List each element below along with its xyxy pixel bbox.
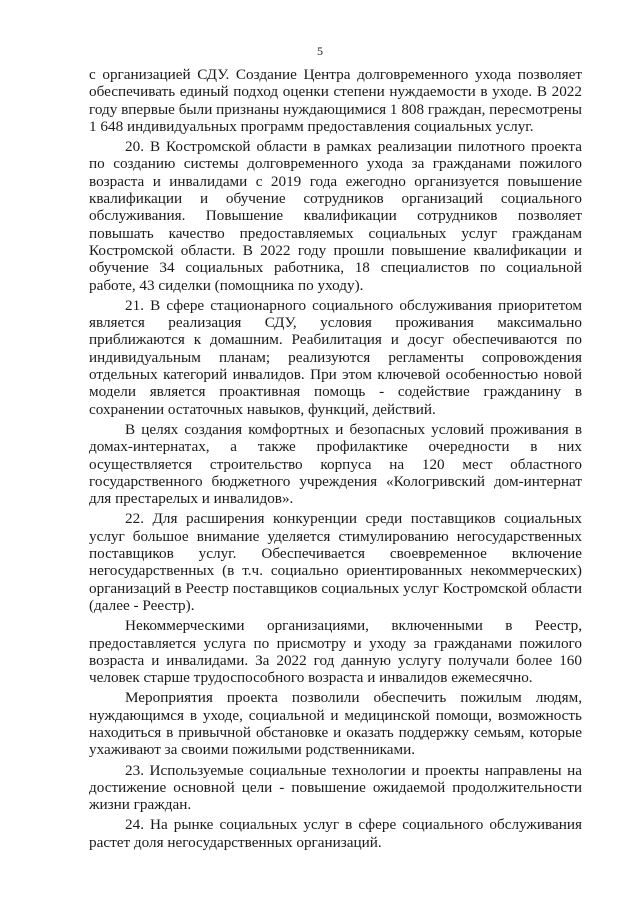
paragraph-21-construction: В целях создания комфортных и безопасных условий проживания в домах-интернатах, а также профилактике очередности в них осуществляется строительство корпуса на 120 мест областного государственного бюджетного учреждения «Кологривский дом-интернат для престарелых и инвалидов». bbox=[89, 420, 582, 508]
document-body bbox=[89, 66, 582, 854]
paragraph-22-nonprofits: Некоммерческими организациями, включенными в Реестр, предоставляется услуга по присмотру и уходу за гражданами пожилого возраста и инвалидами. За 2022 год данную услугу получали более 160 человек старше трудоспособного возраста и инвалидов ежемесячно. bbox=[89, 617, 582, 687]
paragraph-22: 22. Для расширения конкуренции среди поставщиков социальных услуг большое внимание уделяется стимулированию негосударственных поставщиков услуг. Обеспечивается своевременное включение негосударственных (в т.ч. социально ориентированных некоммерческих) организаций в Реестр поставщиков социальных услуг Костромской области (далее - Реестр). bbox=[89, 510, 582, 614]
page-number: 5 bbox=[317, 44, 323, 58]
paragraph-20: 20. В Костромской области в рамках реализации пилотного проекта по созданию системы долговременного ухода за гражданами пожилого возраста и инвалидами с 2019 года ежегодно организуется повышение квалификации и обучение сотрудников организаций социального обслуживания. Повышение квалификации сотрудников позволяет повышать качество предоставляемых социальных услуг гражданам Костромской области. В 2022 году прошли повышение квалификации и обучение 34 социальных работника, 18 специалистов по социальной работе, 43 сиделки (помощника по уходу). bbox=[89, 138, 582, 294]
paragraph-22-project-results: Мероприятия проекта позволили обеспечить пожилым людям, нуждающимся в уходе, социальной и медицинской помощи, возможность находиться в привычной обстановке и оказать поддержку семьям, которые ухаживают за своими пожилыми родственниками. bbox=[89, 689, 582, 759]
paragraph-23: 23. Используемые социальные технологии и проекты направлены на достижение основной цели - повышение ожидаемой продолжительности жизни граждан. bbox=[89, 761, 582, 814]
paragraph-continuation: с организацией СДУ. Создание Центра долговременного ухода позволяет обеспечивать единый подход оценки степени нуждаемости в уходе. В 2022 году впервые были признаны нуждающимися 1 808 граждан, пересмотрены 1 648 индивидуальных программ предоставления социальных услуг. bbox=[89, 66, 582, 135]
paragraph-24: 24. На рынке социальных услуг в сфере социального обслуживания растет доля негосударственных организаций. bbox=[89, 816, 582, 851]
paragraph-21: 21. В сфере стационарного социального обслуживания приоритетом является реализация СДУ, условия проживания максимально приближаются к домашним. Реабилитация и досуг обеспечиваются по индивидуальным планам; реализуются регламенты сопровождения отдельных категорий инвалидов. При этом ключевой особенностью новой модели является проактивная помощь - содействие гражданину в сохранении остаточных навыков, функций, действий. bbox=[89, 296, 582, 418]
